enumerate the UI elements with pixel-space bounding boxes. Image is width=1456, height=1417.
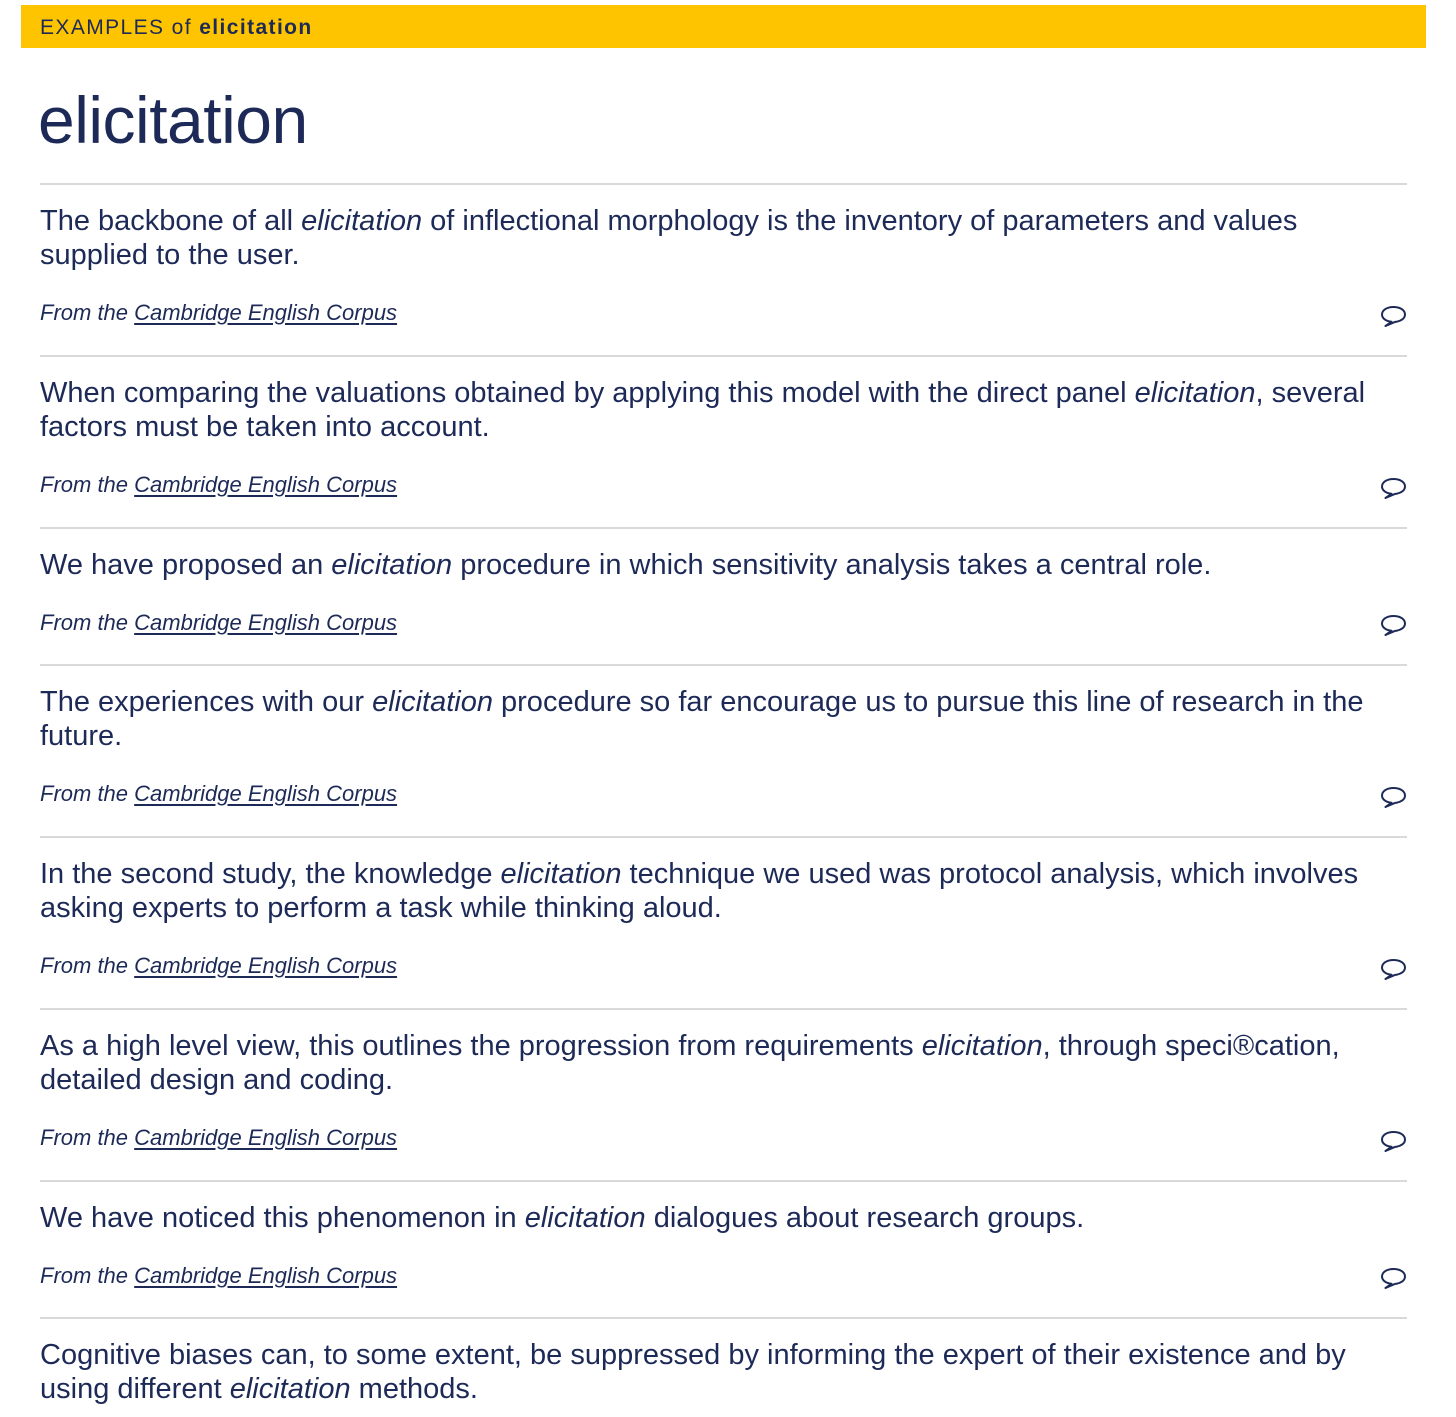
sentence-keyword: elicitation: [500, 858, 622, 890]
example-sentence: [40, 1319, 1407, 1406]
sentence-text: We have proposed an: [40, 549, 332, 581]
speech-bubble-icon[interactable]: [1380, 613, 1407, 637]
example-source: [40, 472, 1407, 498]
example-item: [40, 1008, 1407, 1180]
sentence-text: We have noticed this phenomenon in: [40, 1202, 525, 1234]
source-prefix: From the: [40, 300, 129, 325]
examples-header-word: elicitation: [199, 16, 313, 39]
example-sentence: [40, 1010, 1407, 1097]
speech-bubble-icon[interactable]: [1380, 957, 1407, 981]
example-item: [40, 183, 1407, 355]
example-sentence: [40, 838, 1407, 925]
source-link[interactable]: Cambridge English Corpus: [134, 300, 398, 325]
sentence-text: As a high level view, this outlines the progression from requirements: [40, 1030, 922, 1062]
source-prefix: From the: [40, 953, 129, 978]
sentence-text: The backbone of all: [40, 205, 302, 237]
sentence-text: technique we used was protocol analysis, which involves asking experts to perform a task while thinking aloud.: [40, 858, 1359, 924]
sentence-keyword: elicitation: [1134, 377, 1256, 409]
example-item: [40, 664, 1407, 836]
example-item: [40, 527, 1407, 664]
source-prefix: From the: [40, 1263, 129, 1288]
example-source: [40, 610, 1407, 636]
sentence-keyword: elicitation: [301, 205, 423, 237]
speech-bubble-icon[interactable]: [1380, 1129, 1407, 1153]
source-prefix: From the: [40, 610, 129, 635]
speech-bubble-icon[interactable]: [1380, 304, 1407, 328]
sentence-text: In the second study, the knowledge: [40, 858, 501, 890]
sentence-text: The experiences with our: [40, 686, 373, 718]
example-sentence: [40, 357, 1407, 444]
sentence-text: procedure in which sensitivity analysis takes a central role.: [452, 549, 1212, 581]
examples-list: [40, 183, 1407, 1417]
example-item: [40, 836, 1407, 1008]
source-prefix: From the: [40, 781, 129, 806]
examples-header-prefix: EXAMPLES of: [40, 16, 192, 39]
sentence-text: methods.: [350, 1373, 478, 1405]
example-sentence: [40, 1182, 1407, 1235]
sentence-text: of inflectional morphology is the inventory of parameters and values supplied to the user.: [40, 205, 1298, 271]
examples-header-banner: [21, 5, 1426, 48]
source-link[interactable]: Cambridge English Corpus: [134, 472, 398, 497]
sentence-keyword: elicitation: [921, 1030, 1043, 1062]
source-link[interactable]: Cambridge English Corpus: [134, 1263, 398, 1288]
example-source: [40, 1125, 1407, 1151]
example-sentence: [40, 529, 1407, 582]
example-source: [40, 300, 1407, 326]
sentence-keyword: elicitation: [331, 549, 453, 581]
speech-bubble-icon[interactable]: [1380, 1266, 1407, 1290]
example-item: [40, 1180, 1407, 1317]
source-prefix: From the: [40, 472, 129, 497]
example-item: [40, 1317, 1407, 1417]
sentence-keyword: elicitation: [372, 686, 493, 718]
sentence-keyword: elicitation: [229, 1373, 351, 1405]
sentence-text: When comparing the valuations obtained by applying this model with the direct panel: [40, 377, 1135, 409]
speech-bubble-icon[interactable]: [1380, 476, 1407, 500]
sentence-text: Cognitive biases can, to some extent, be suppressed by informing the expert of their existence and by using different: [40, 1339, 1346, 1405]
speech-bubble-icon[interactable]: [1380, 785, 1407, 809]
source-link[interactable]: Cambridge English Corpus: [134, 610, 398, 635]
sentence-text: dialogues about research groups.: [645, 1202, 1085, 1234]
source-link[interactable]: Cambridge English Corpus: [134, 781, 398, 806]
example-sentence: [40, 185, 1407, 272]
example-source: [40, 781, 1407, 807]
page-title: elicitation: [38, 83, 308, 157]
source-prefix: From the: [40, 1125, 129, 1150]
sentence-text: procedure so far encourage us to pursue this line of research in the future.: [40, 686, 1364, 752]
sentence-text: , through speci®cation, detailed design and coding.: [40, 1030, 1340, 1096]
example-source: [40, 1263, 1407, 1289]
sentence-text: , several factors must be taken into account.: [40, 377, 1366, 443]
source-link[interactable]: Cambridge English Corpus: [134, 1125, 398, 1150]
sentence-keyword: elicitation: [524, 1202, 646, 1234]
example-item: [40, 355, 1407, 527]
source-link[interactable]: Cambridge English Corpus: [134, 953, 398, 978]
example-sentence: [40, 666, 1407, 753]
example-source: [40, 953, 1407, 979]
